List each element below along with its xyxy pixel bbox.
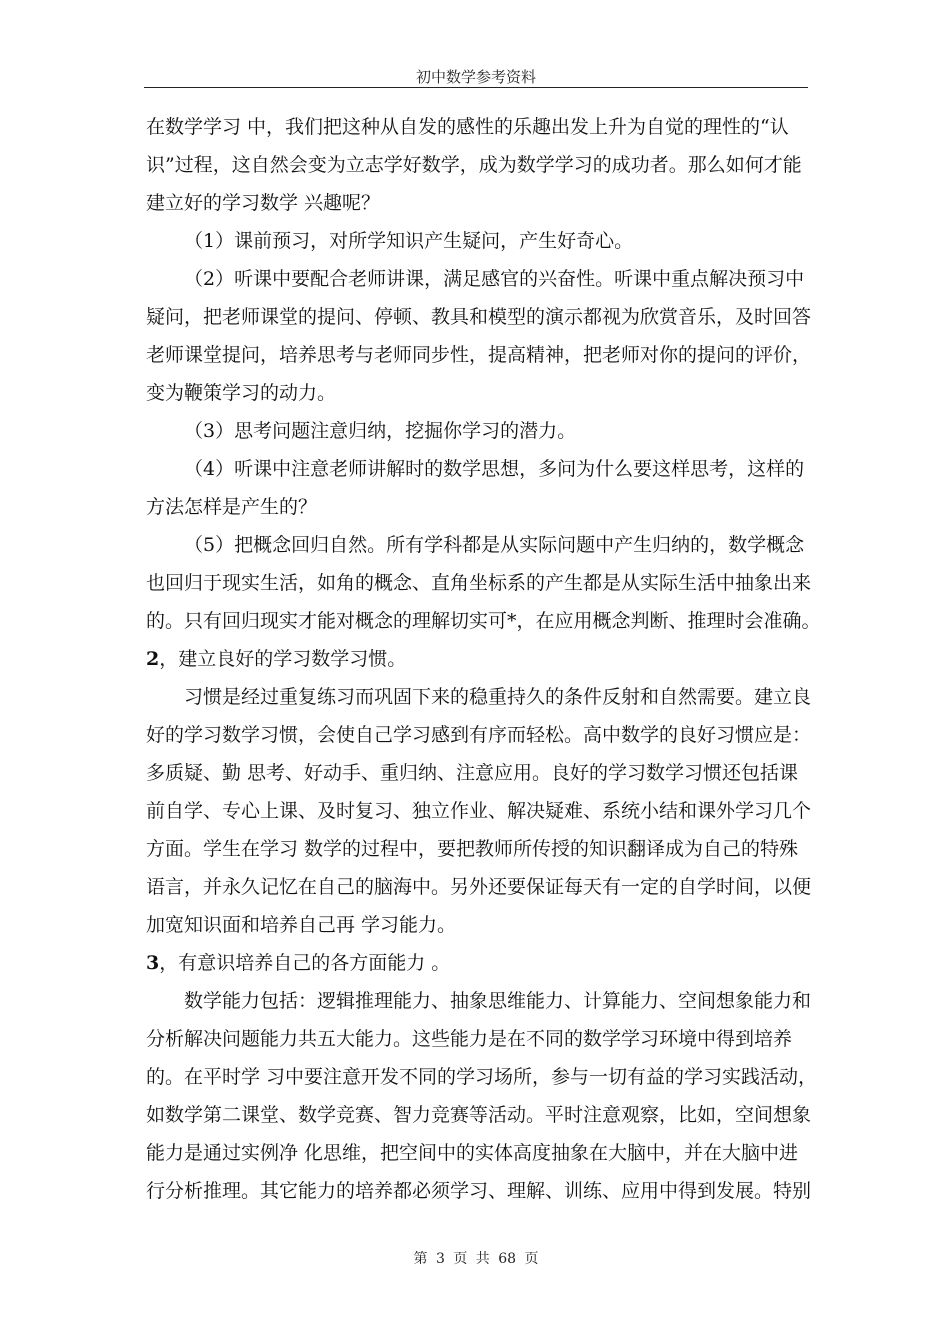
footer-middle: 页 共	[453, 1251, 490, 1267]
text-line: 建立好的学习数学 兴趣呢？	[146, 192, 381, 214]
text-line: 习惯是经过重复练习而巩固下来的稳重持久的条件反射和自然需要。建立良	[184, 686, 812, 708]
text-line: 语言，并永久记忆在自己的脑海中。另外还要保证每天有一定的自学时间，以便	[146, 876, 812, 898]
text-line: 加宽知识面和培养自己再 学习能力。	[146, 914, 457, 936]
header-divider	[144, 87, 808, 88]
text-line: 疑问，把老师课堂的提问、停顿、教具和模型的演示都视为欣赏音乐，及时回答	[146, 306, 812, 328]
text-line: （2）听课中要配合老师讲课，满足感官的兴奋性。听课中重点解决预习中	[184, 268, 805, 290]
footer-suffix: 页	[524, 1251, 539, 1267]
text-line: 能力是通过实例净 化思维，把空间中的实体高度抽象在大脑中，并在大脑中进	[146, 1142, 799, 1164]
text-line: 数学能力包括：逻辑推理能力、抽象思维能力、计算能力、空间想象能力和	[184, 990, 812, 1012]
text-line: （3）思考问题注意归纳，挖掘你学习的潜力。	[184, 420, 577, 442]
text-line: （5）把概念回归自然。所有学科都是从实际问题中产生归纳的，数学概念	[184, 534, 805, 556]
text-line: 变为鞭策学习的动力。	[146, 382, 337, 404]
section-heading	[146, 944, 810, 982]
text-line: 好的学习数学习惯，会使自己学习感到有序而轻松。高中数学的良好习惯应是：	[146, 724, 812, 746]
document-body	[146, 108, 821, 1210]
page-footer	[144, 1248, 808, 1268]
text-line: 的。在平时学 习中要注意开发不同的学习场所，参与一切有益的学习实践活动，	[146, 1066, 818, 1088]
text-line: 方法怎样是产生的？	[146, 496, 318, 518]
text-line: 在数学学习 中，我们把这种从自发的感性的乐趣出发上升为自觉的理性的“认	[146, 116, 789, 138]
section-number: 3	[146, 952, 160, 974]
text-line: 识”过程，这自然会变为立志学好数学，成为数学学习的成功者。那么如何才能	[146, 154, 802, 176]
footer-prefix: 第	[413, 1251, 428, 1267]
text-line: 行分析推理。其它能力的培养都必须学习、理解、训练、应用中得到发展。特别	[146, 1180, 812, 1202]
current-page-number: 3	[435, 1251, 445, 1267]
text-line: 如数学第二课堂、数学竞赛、智力竞赛等活动。平时注意观察，比如，空间想象	[146, 1104, 812, 1126]
total-page-count: 68	[498, 1251, 517, 1267]
text-line: 方面。学生在学习 数学的过程中，要把教师所传授的知识翻译成为自己的特殊	[146, 838, 799, 860]
text-line: 前自学、专心上课、及时复习、独立作业、解决疑难、系统小结和课外学习几个	[146, 800, 812, 822]
text-line: 也回归于现实生活，如角的概念、直角坐标系的产生都是从实际生活中抽象出来	[146, 572, 812, 594]
text-line: （4）听课中注意老师讲解时的数学思想，多问为什么要这样思考，这样的	[184, 458, 805, 480]
section-title: ，建立良好的学习数学习惯。	[159, 648, 407, 670]
section-title: ，有意识培养自己的各方面能力 。	[159, 952, 451, 974]
text-line: （1）课前预习，对所学知识产生疑问，产生好奇心。	[184, 230, 634, 252]
section-heading	[146, 640, 810, 678]
page-header: 初中数学参考资料	[415, 68, 536, 86]
text-line: 的。只有回归现实才能对概念的理解切实可*，在应用概念判断、推理时会准确。	[146, 610, 821, 632]
text-line: 老师课堂提问，培养思考与老师同步性，提高精神，把老师对你的提问的评价，	[146, 344, 812, 366]
text-line: 分析解决问题能力共五大能力。这些能力是在不同的数学学习环境中得到培养	[146, 1028, 793, 1050]
text-line: 多质疑、勤 思考、好动手、重归纳、注意应用。良好的学习数学习惯还包括课	[146, 762, 799, 784]
section-number: 2	[146, 648, 160, 670]
